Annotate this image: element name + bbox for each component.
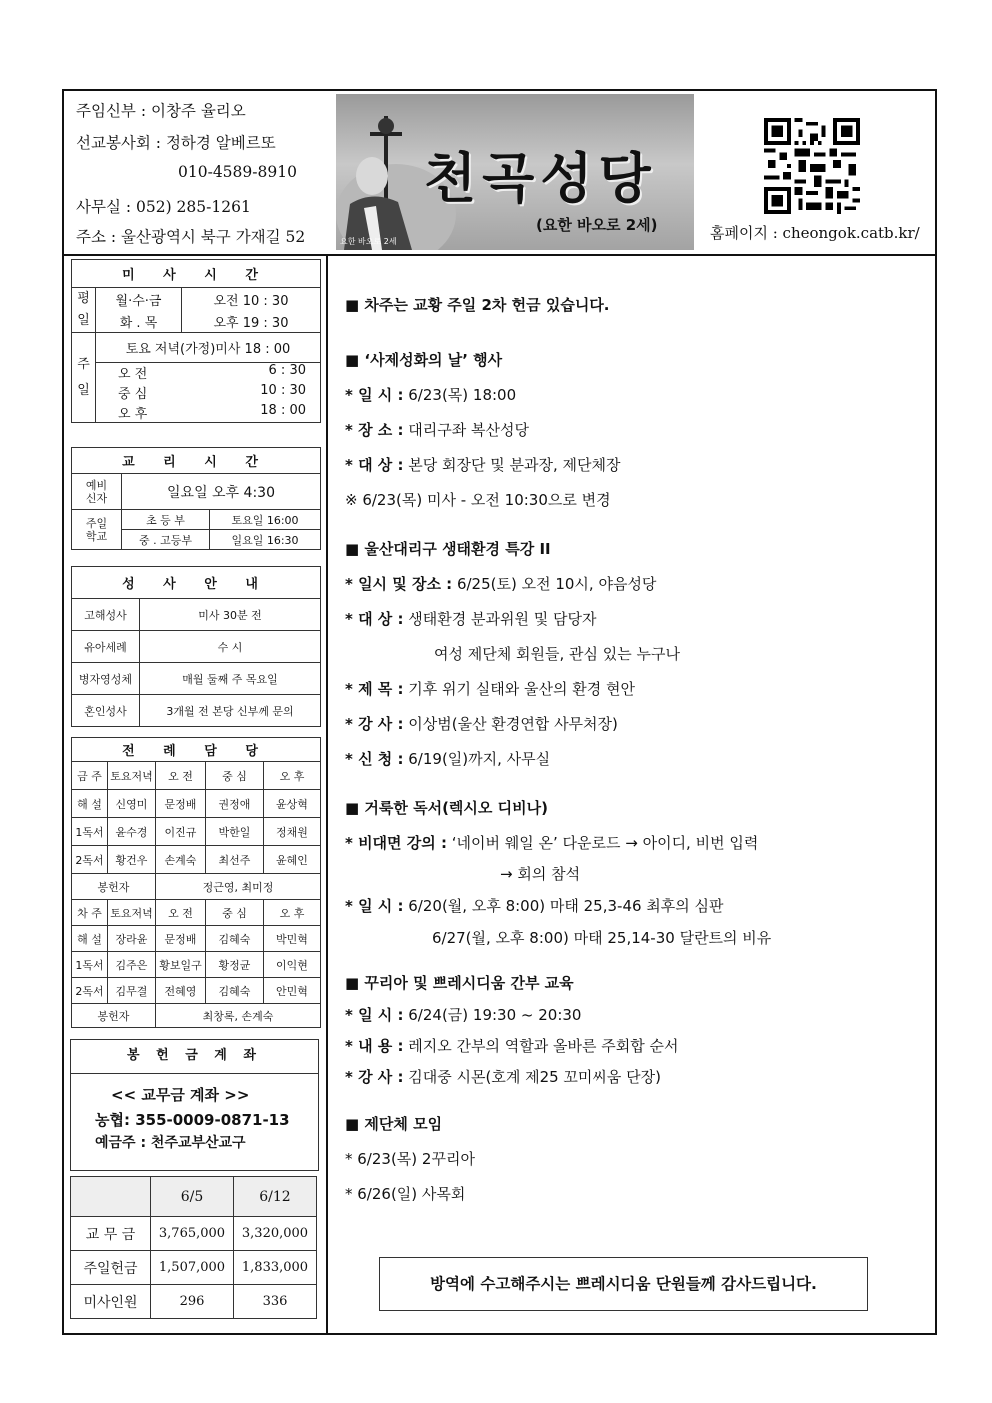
field-label: * 비대면 강의 : [345,834,447,852]
person: 안민혁 [264,978,321,1004]
person: 전혜영 [156,978,206,1004]
precat-label: 예비신자 [72,474,122,510]
liturgy-header: 차 주 [72,900,108,926]
finance-table [70,1176,317,1319]
role: 해 설 [72,790,108,818]
mass-times-title: 미 사 시 간 [72,260,321,288]
field-value: 생태환경 분과위원 및 담당자 [403,610,597,628]
finance-value: 1,507,000 [151,1251,234,1285]
council-info: 선교봉사회 : 정하경 알베르또 [76,134,276,152]
sacrament-name: 병자영성체 [72,663,140,695]
person: 김주은 [108,952,156,978]
sunday-mass-name: 중 심 [118,387,148,402]
finance-label: 교 무 금 [71,1217,151,1251]
person: 김혜숙 [206,926,264,952]
council-phone: 010-4589-8910 [178,163,297,181]
announcement-title: ■ 제단체 모임 [345,1115,443,1133]
sacrament-name: 유아세례 [72,631,140,663]
weekday-label: 평일 [72,288,96,333]
finance-corner [71,1177,151,1217]
sacrament-value: 수 시 [140,631,321,663]
field-label: * 제 목 : [345,680,404,698]
announcement-title: ■ 꾸리아 및 쁘레시디움 간부 교육 [345,974,574,992]
role: 2독서 [72,978,108,1004]
announcement-title: ■ 거룩한 독서(렉시오 디비나) [345,799,548,817]
sacrament-value: 매월 둘째 주 목요일 [140,663,321,695]
weekday-time: 오후 19 : 30 [182,310,321,333]
field-value: ‘네이버 웨일 온’ 다운로드 → 아이디, 비번 입력 [446,834,759,852]
finance-value: 1,833,000 [234,1251,317,1285]
person: 정채원 [264,818,321,846]
field-label: * 강 사 : [345,1068,404,1086]
person: 권정애 [206,790,264,818]
person: 박한일 [206,818,264,846]
weekday-days: 월·수·금 [96,288,182,311]
role: 2독서 [72,846,108,874]
sunday-mass-time: 18 : 00 [260,402,306,418]
precat-time: 일요일 오후 4:30 [122,474,321,510]
person: 신영미 [108,790,156,818]
person: 이진규 [156,818,206,846]
weekday-time: 오전 10 : 30 [182,288,321,311]
finance-value: 3,320,000 [234,1217,317,1251]
person: 문정배 [156,790,206,818]
grade: 중 . 고등부 [122,530,210,550]
field-label: * 일 시 : [345,386,404,404]
field-label: * 일 시 : [345,897,404,915]
field-value: 6/25(토) 오전 10시, 야음성당 [452,575,657,593]
finance-value: 296 [151,1285,234,1319]
sacrament-value: 3개월 전 본당 신부께 문의 [140,695,321,727]
finance-label: 미사인원 [71,1285,151,1319]
grade-time: 일요일 16:30 [210,530,321,550]
person: 이익현 [264,952,321,978]
finance-value: 336 [234,1285,317,1319]
bulletin-frame [62,89,937,1335]
field-value: 레지오 간부의 역할과 올바른 주회합 순서 [403,1037,679,1055]
finance-label: 주일헌금 [71,1251,151,1285]
sacrament-name: 혼인성사 [72,695,140,727]
liturgy-header: 중 심 [206,900,264,926]
weekday-days: 화 . 목 [96,310,182,333]
person: 문정배 [156,926,206,952]
announcement-title: ■ 울산대리구 생태환경 특강 II [345,540,551,558]
mass-times-table [71,259,321,423]
prayer-label: 봉헌자 [72,1004,156,1028]
person: 최선주 [206,846,264,874]
sunday-mass-name: 오 후 [118,406,148,422]
homepage-link[interactable]: 홈페이지 : cheongok.catb.kr/ [710,224,920,242]
grade: 초 등 부 [122,510,210,530]
field-label: * 강 사 : [345,715,404,733]
liturgy-header: 오 후 [264,762,321,790]
field-value: 본당 회장단 및 분과장, 제단체장 [403,456,621,474]
person: 윤수경 [108,818,156,846]
sunday-mass-name: 오 전 [118,367,148,383]
church-subtitle: (요한 바오로 2세) [536,216,658,234]
column-divider [326,254,328,1333]
sunday-school-label: 주일학교 [72,510,122,550]
liturgy-table [71,737,321,1028]
field-value-cont: → 회의 참석 [500,865,581,883]
office-phone: 사무실 : 052) 285-1261 [76,198,251,216]
sunday-mass-time: 6 : 30 [268,363,306,379]
field-label: * 일 시 : [345,1006,404,1024]
prayer-names: 정근영, 최미정 [156,874,321,900]
sacraments-table [71,566,321,727]
finance-value: 3,765,000 [151,1217,234,1251]
thanks-notice: 방역에 수고해주시는 쁘레시디움 단원들께 감사드립니다. [379,1257,868,1311]
finance-date: 6/12 [234,1177,317,1217]
meeting-item: * 6/23(목) 2꾸리아 [345,1150,475,1168]
field-value: 이상범(울산 환경연합 사무처장) [403,715,618,733]
person: 윤상혁 [264,790,321,818]
person: 황보일구 [156,952,206,978]
liturgy-header: 토요저녁 [108,900,156,926]
liturgy-header: 중 심 [206,762,264,790]
person: 장라윤 [108,926,156,952]
role: 해 설 [72,926,108,952]
bank-account: 농협: 355-0009-0871-13 [95,1111,290,1129]
field-label: * 신 청 : [345,750,404,768]
liturgy-title: 전 례 담 당 [72,738,321,762]
qr-code-icon[interactable] [764,118,860,214]
account-heading: << 교무금 계좌 >> [111,1086,250,1104]
person: 황건우 [108,846,156,874]
prayer-label: 봉헌자 [72,874,156,900]
field-value: 김대중 시몬(호계 제25 꼬미씨움 단장) [403,1068,661,1086]
catechism-table [71,447,321,550]
church-banner [336,94,694,250]
header-divider [64,254,935,256]
prayer-names: 최창록, 손계숙 [156,1004,321,1028]
liturgy-header: 오 전 [156,762,206,790]
sunday-mass-time: 10 : 30 [260,383,306,398]
finance-date: 6/5 [151,1177,234,1217]
grade-time: 토요일 16:00 [210,510,321,530]
field-value: 6/19(일)까지, 사무실 [403,750,551,768]
image-caption: 요한 바오로 2세 [340,237,397,246]
field-value-cont: 6/27(월, 오후 8:00) 마태 25,14-30 달란트의 비유 [432,929,772,947]
announcement-title: ■ ‘사제성화의 날’ 행사 [345,351,503,369]
field-value: 대리구좌 복산성당 [403,421,529,439]
schedule-change-note: ※ 6/23(목) 미사 - 오전 10:30으로 변경 [345,491,611,509]
sacraments-title: 성 사 안 내 [72,567,321,599]
saturday-mass: 토요 저녁(가정)미사 18 : 00 [96,333,321,363]
field-value: 6/20(월, 오후 8:00) 마태 25,3-46 최후의 심판 [403,897,724,915]
field-value: 6/24(금) 19:30 ~ 20:30 [403,1006,582,1024]
sunday-label: 주일 [72,333,96,423]
sacrament-name: 고해성사 [72,599,140,631]
role: 1독서 [72,818,108,846]
liturgy-header: 토요저녁 [108,762,156,790]
announcement-2nd-collection: ■ 차주는 교황 주일 2차 헌금 있습니다. [345,296,610,314]
field-label: * 장 소 : [345,421,404,439]
pastor-info: 주임신부 : 이창주 율리오 [76,102,246,120]
field-value: 기후 위기 실태와 울산의 환경 현안 [403,680,635,698]
person: 김무결 [108,978,156,1004]
meeting-item: * 6/26(일) 사목회 [345,1185,466,1203]
person: 윤혜인 [264,846,321,874]
person: 손계숙 [156,846,206,874]
offering-account-title: 봉 헌 금 계 좌 [71,1040,318,1074]
field-label: * 대 상 : [345,456,404,474]
person: 황정균 [206,952,264,978]
field-label: * 일시 및 장소 : [345,575,453,593]
church-title: 천곡성당 [424,146,657,210]
person: 박민혁 [264,926,321,952]
role: 1독서 [72,952,108,978]
liturgy-header: 오 전 [156,900,206,926]
person: 김혜숙 [206,978,264,1004]
address: 주소 : 울산광역시 북구 가재길 52 [76,228,306,246]
offering-account-box [70,1039,319,1171]
account-holder: 예금주 : 천주교부산교구 [95,1135,246,1151]
field-value: 6/23(목) 18:00 [403,386,517,404]
field-label: * 대 상 : [345,610,404,628]
field-value-cont: 여성 제단체 회원들, 관심 있는 누구나 [434,645,680,663]
sacrament-value: 미사 30분 전 [140,599,321,631]
catechism-title: 교 리 시 간 [72,448,321,474]
liturgy-header: 오 후 [264,900,321,926]
field-label: * 내 용 : [345,1037,404,1055]
liturgy-header: 금 주 [72,762,108,790]
